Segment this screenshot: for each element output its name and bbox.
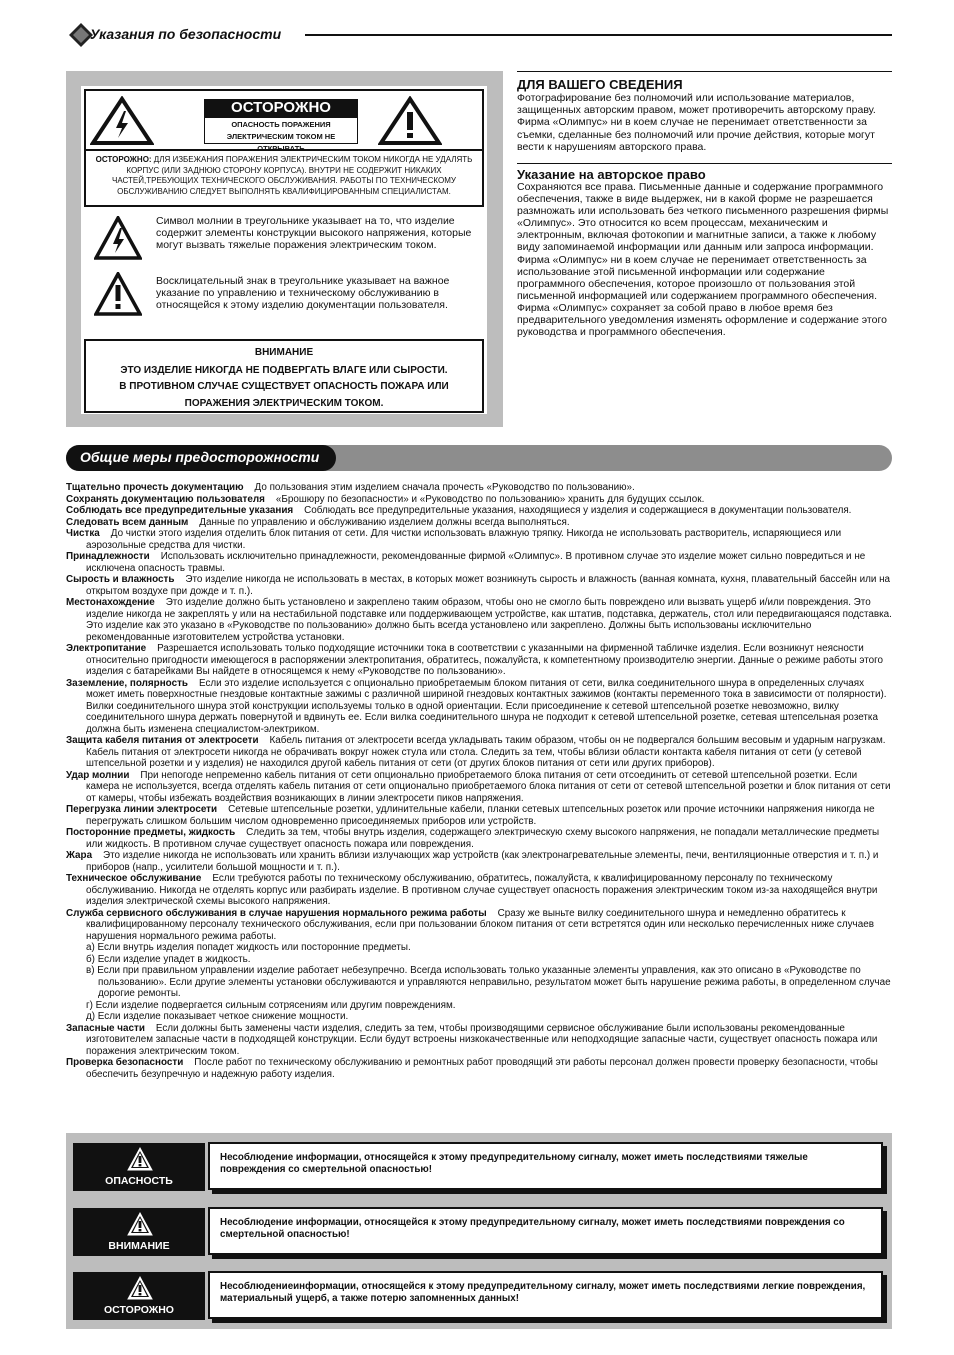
signal-description: Несоблюдение информации, относящейся к этому предупредительному сигналу, может иметь последствиями тяжелые повреждения со смертельной опасностью! (208, 1142, 883, 1190)
precaution-term: Техническое обслуживание (66, 873, 202, 884)
caution-warning-body: ДЛЯ ИЗБЕЖАНИЯ ПОРАЖЕНИЯ ЭЛЕКТРИЧЕСКИМ ТОКОМ НИКОГДА НЕ УДАЛЯТЬ КОРПУС (ИЛИ ЗАДНЮЮ СТОРОНУ КОРПУСА). ВНУТРИ НЕ СОДЕРЖИТ НИКАКИХ ЧАСТЕЙ,ТРЕБУЮЩИХ ТЕХНИЧЕСКОГО ОБСЛУЖИВАНИЯ. РАБОТЫ ПО ТЕХНИЧЕСКОМУ ОБСЛУЖИВАНИЮ СЛЕДУЕТ ВЫПОЛНЯТЬ КВАЛИФИЦИРОВАННЫМ СПЕЦИАЛИСТАМ. (112, 155, 473, 196)
signal-label: ВНИМАНИЕ (108, 1240, 170, 1252)
signal-label: ОПАСНОСТЬ (105, 1175, 173, 1187)
info-heading: ДЛЯ ВАШЕГО СВЕДЕНИЯ (517, 77, 683, 92)
exclamation-symbol-description: Восклицательный знак в треугольнике указывает на важное указание по управлению и техническому обслуживанию в относящейся к этому изделию документации пользователя. (156, 275, 450, 312)
precaution-text: Сразу же выньте вилку соединительного шнура и немедленно обратитесь к квалифицированному персоналу технического обслуживания, если при пользовании блоком питания от сети встретятся один или несколько перечисленных ниже случаев нарушения нормального режима работы. (86, 907, 874, 942)
caution-warning-text (84, 151, 484, 207)
precaution-item (66, 678, 892, 736)
precaution-text: «Брошюру по безопасности» и «Руководство по пользованию» хранить для будущих ссылок. (275, 493, 705, 505)
precaution-term: Следовать всем данным (66, 516, 189, 528)
precaution-term: Заземление, полярность (66, 677, 188, 689)
precaution-term: Перегрузка линии электросети (66, 804, 218, 815)
warning-triangle-icon (126, 1211, 154, 1237)
caution-subtitle-line: ОПАСНОСТЬ ПОРАЖЕНИЯ (231, 120, 331, 129)
precaution-subitem: б) Если изделие упадет в жидкость. (86, 953, 251, 965)
precaution-text: Соблюдать все предупредительные указания, находящиеся у изделия и содержащиеся в документации пользователя. (304, 505, 852, 516)
precaution-text: Следить за тем, чтобы внутрь изделия, содержащего электрическую схему высокого напряжения, не попадали металлические предметы или жидкость. В противном случае существует опасность пожара или повреждения. (86, 827, 880, 850)
attention-box (84, 339, 484, 413)
precaution-text: Это изделие никогда не использовать или хранить вблизи излучающих жар устройств (как электронагревательные элементы, печи, вентиляционные отверстия и т. п.) и приборов (напр., усилители большой мощности и т. п.). (86, 850, 879, 873)
precaution-text: Сетевые штепсельные розетки, удлинительные кабели, планки сетевых штепсельных розеток или прочие источники напряжения никогда не перегружать слишком большим числом одновременно присоединяемых приборов или устройств. (86, 804, 875, 827)
precaution-item (66, 850, 892, 873)
attention-line: ПОРАЖЕНИЯ ЭЛЕКТРИЧЕСКИМ ТОКОМ. (184, 397, 384, 409)
precaution-term: Тщательно прочесть документацию (66, 482, 244, 493)
attention-title: ВНИМАНИЕ (254, 347, 314, 358)
copyright-heading: Указание на авторское право (517, 167, 706, 182)
warning-triangle-icon (126, 1146, 154, 1172)
precaution-subitem: д) Если изделие показывает четкое снижение мощности. (86, 1011, 349, 1022)
precaution-text: Если должны быть заменены части изделия, следить за тем, чтобы производящими сервисное обслуживание были использованы рекомендованные изготовителем запасные части в подходящей конструкции. Если будут встроены низкокачественные или неподходящие запасные части, существует опасность пожара или поражения электрическим током. (86, 1022, 878, 1057)
precaution-item (66, 873, 892, 908)
precaution-text: Кабель питания от электросети всегда укладывать таким образом, чтобы он не подвергался большим весовым и ударным нагрузкам. Кабель питания от электросети никогда не обрачивать вокруг ножек стула или стола. Следить за тем, чтобы вблизи области контакта кабеля питания от сети (у сетевой штепсельной розетки и у изделия) не находился другой кабель питания от сети (от других блоков питания от сети или других приборов). (86, 735, 886, 769)
signal-badge (73, 1143, 205, 1191)
precaution-item (66, 827, 892, 850)
precaution-term: Жара (66, 850, 93, 861)
precaution-item (66, 597, 892, 643)
precaution-text: До пользования этим изделием сначала прочесть «Руководство по пользованию». (254, 482, 635, 493)
caution-subtitle (204, 117, 358, 153)
signal-description: Несоблюдение информации, относящейся к этому предупредительному сигналу, может иметь последствиями повреждения со смертельной опасностью! (208, 1207, 883, 1255)
precaution-subitem: а) Если внутрь изделия попадет жидкость или посторонние предметы. (86, 942, 411, 953)
precaution-term: Защита кабеля питания от электросети (66, 735, 259, 746)
precaution-term: Чистка (66, 528, 100, 539)
precaution-term: Соблюдать все предупредительные указания (66, 505, 294, 516)
precaution-term: Сохранять документацию пользователя (66, 493, 265, 505)
warning-triangle-icon (126, 1275, 154, 1301)
caution-subtitle-line: ЭЛЕКТРИЧЕСКИМ ТОКОМ НЕ ОТКРЫВАТЬ (226, 132, 336, 153)
exclamation-warning-icon (378, 96, 442, 146)
precaution-term: Посторонние предметы, жидкость (66, 827, 236, 838)
precaution-item (66, 505, 892, 517)
section-rule (517, 71, 892, 72)
precaution-item (66, 770, 892, 805)
precaution-item (66, 517, 892, 529)
precautions-list (66, 482, 892, 1080)
section-rule (517, 163, 892, 164)
precaution-item (66, 551, 892, 574)
precaution-text: Если требуются работы по техническому обслуживанию, обратитесь, пожалуйста, к квалифицированному персоналу по техническому обслуживанию. Никогда не отделять корпус или разбирать изделие. В противном случае существует опасность поражения электрическим током из-за находящейся внутри изделия электрической схемы высокого напряжения. (86, 873, 878, 907)
precaution-sublist (66, 942, 892, 1023)
precaution-term: Удар молнии (66, 769, 130, 781)
precaution-text: Если это изделие используется с опционально приобретаемым блоком питания от сети, вилка соединительного шнура в определенных случаях может иметь поверхностные гнездовые контактные зажимы с различной шириной гнездовых контактных зажимов (контакты переменного тока в зависимости от полярности). Вилки соединительного шнура этой конструкции используемы только в одной ориентации. Если присоединение к сетевой штепсельной розетке невозможно, вилку соединительного шнура держать повернутой и вдвинуть ее. Если вилка соединительного шнура не подходит к сетевой штепсельной розетке, сетевая штепсельная розетка должна быть изменена специалистом-электриком. (86, 677, 887, 735)
precaution-item (66, 735, 892, 770)
precaution-term: Запасные части (66, 1022, 145, 1034)
copyright-body: Сохраняются все права. Письменные данные и содержание программного обеспечения, также в виде выдержек, ни в какой форме не разрешается размножать или использовать без четкого письменного разрешения фирмы «Олимпус». Это относится ко всем процессам, механическим и электронным, включая фотокопии и магнитные записи, а также к любому виду запоминаемой информации или данным или запроса информации. Фирма «Олимпус» ни в коем случае не перенимает ответственность за использование этой письменной информации или содержание программного обеспечения, которое произошло от пользования этой письменной информацией или содержанием программного обеспечения. Фирма «Олимпус» сохраняет за собой право в любое время без предварительного уведомления изменять оформление и содержание этого руководства и программного обеспечения. (517, 181, 889, 339)
info-body: Фотографирование без полномочий или использование материалов, защищенных авторским правом, может противоречить авторскому праву. Фирма «Олимпус» ни в коем случае не перенимает ответственности за съемки, сделанные без полномочий или прочие действия, которые могут вести к нарушениям авторского права. (517, 92, 876, 153)
precaution-term: Местонахождение (66, 597, 155, 608)
precaution-item (66, 908, 892, 943)
precaution-item (66, 482, 892, 494)
precaution-item (66, 1057, 892, 1080)
precaution-text: Разрешается использовать только подходящие источники тока в соответствии с указанными на фирменной табличке изделия. Если возникнут неясности относительно пригодности имеющегося в распоряжении электропитания, обратитесь, пожалуйста, к компетентному производителю энергии. Данные о режиме работы этого изделия с батарейками Вы найдете в относящемся к нему «Руководстве по пользованию». (86, 643, 884, 677)
lightning-symbol-icon (94, 216, 142, 260)
precaution-item (66, 528, 892, 551)
caution-title: ОСТОРОЖНО (204, 99, 358, 117)
attention-line: ЭТО ИЗДЕЛИЕ НИКОГДА НЕ ПОДВЕРГАТЬ ВЛАГЕ ИЛИ СЫРОСТИ. (120, 364, 448, 376)
precaution-text: После работ по техническому обслуживанию и ремонтных работ проводящий эти работы персонал должен провести проверку безопасности, чтобы обеспечить безупречную и надежную работу изделия. (86, 1057, 878, 1080)
precaution-text: Это изделие никогда не использовать в местах, в которых может возникнуть сырость и влажность (ванная комната, кухня, плавательный бассейн или на открытом воздухе при дожде и т. п.). (86, 574, 891, 597)
signal-badge (73, 1208, 205, 1256)
precaution-term: Сырость и влажность (66, 574, 175, 585)
lightning-warning-icon (90, 96, 154, 146)
precaution-item (66, 643, 892, 678)
signal-label: ОСТОРОЖНО (104, 1304, 174, 1316)
attention-line: В ПРОТИВНОМ СЛУЧАЕ СУЩЕСТВУЕТ ОПАСНОСТЬ ПОЖАРА ИЛИ (119, 381, 449, 392)
caution-warning-label: ОСТОРОЖНО: (95, 155, 152, 164)
precaution-text: До чистки этого изделия отделить блок питания от сети. Для чистки использовать влажную тряпку. Никогда не использовать растворитель, испаряющиеся или аэрозольные средства для чистки. (86, 528, 842, 551)
precaution-text: Использовать исключительно принадлежности, рекомендованные фирмой «Олимпус». В противном случае это изделие может сильно повредиться и не исключена опасность травмы. (86, 551, 866, 574)
precaution-text: Это изделие должно быть установлено и закреплено таким образом, чтобы оно не смогло быть повреждено или вызвать ущерб и/или повреждения. Это изделие никогда не закреплять у или на нестабильной подставке или поддерживающем устройстве, как штатив, подставка, держатель, стол или передвигающаяся подставка. Это изделие как это указано в «Руководстве по пользованию» должно быть всегда установлено или закреплено. Должны быть использованы исключительно рекомендованные изготовителем устройства установки. (86, 597, 892, 643)
precaution-subitem: в) Если при правильном управлении изделие работает небезупречно. Всегда использовать только указанные элементы управления, как это описано в «Руководстве по пользованию». Если другие элементы установки обслуживаются и управляются неправильно, результатом может быть нарушение режима работы, в определенном случае дорогие ремонты. (86, 965, 891, 999)
section-title: Общие меры предосторожности (80, 449, 320, 465)
lightning-symbol-description: Символ молнии в треугольнике указывает на то, что изделие содержит элементы конструкции высокого напряжения, которые могут вызвать тяжелые поражения электрическим током. (156, 215, 472, 252)
precaution-item (66, 494, 892, 506)
precaution-item (66, 574, 892, 597)
signal-description: Несоблюдениеинформации, относящейся к этому предупредительному сигналу, может иметь последствиями легкие повреждения, материальный ущерб, а также потерю запомненных данных! (208, 1271, 883, 1319)
page-header-title: Указания по безопасности (90, 26, 282, 42)
precaution-term: Проверка безопасности (66, 1057, 184, 1068)
precaution-subitem: г) Если изделие подвергается сильным сотрясениям или другим повреждениям. (86, 999, 456, 1011)
precaution-term: Служба сервисного обслуживания в случае нарушения нормального режима работы (66, 907, 487, 919)
precaution-term: Принадлежности (66, 551, 150, 562)
signal-badge (73, 1272, 205, 1320)
precaution-item (66, 804, 892, 827)
exclamation-symbol-icon (94, 272, 142, 316)
precaution-item (66, 1023, 892, 1058)
precaution-text: При непогоде непременно кабель питания от сети опционально приобретаемого блока питания от сети отсоединить от сетевой штепсельной розетки. Если камера не используется, всегда отделять кабель питания от сети опционально приобретаемого блока питания от сети от сетевой штепсельной розетки и блок питания от сети от камеры, чтобы избежать воздействия возникающих в линии электросети пиков напряжения. (86, 769, 891, 804)
header-rule (305, 34, 892, 36)
precaution-text: Данные по управлению и обслуживанию изделием должны всегда выполняться. (199, 516, 570, 528)
precaution-term: Электропитание (66, 643, 147, 654)
